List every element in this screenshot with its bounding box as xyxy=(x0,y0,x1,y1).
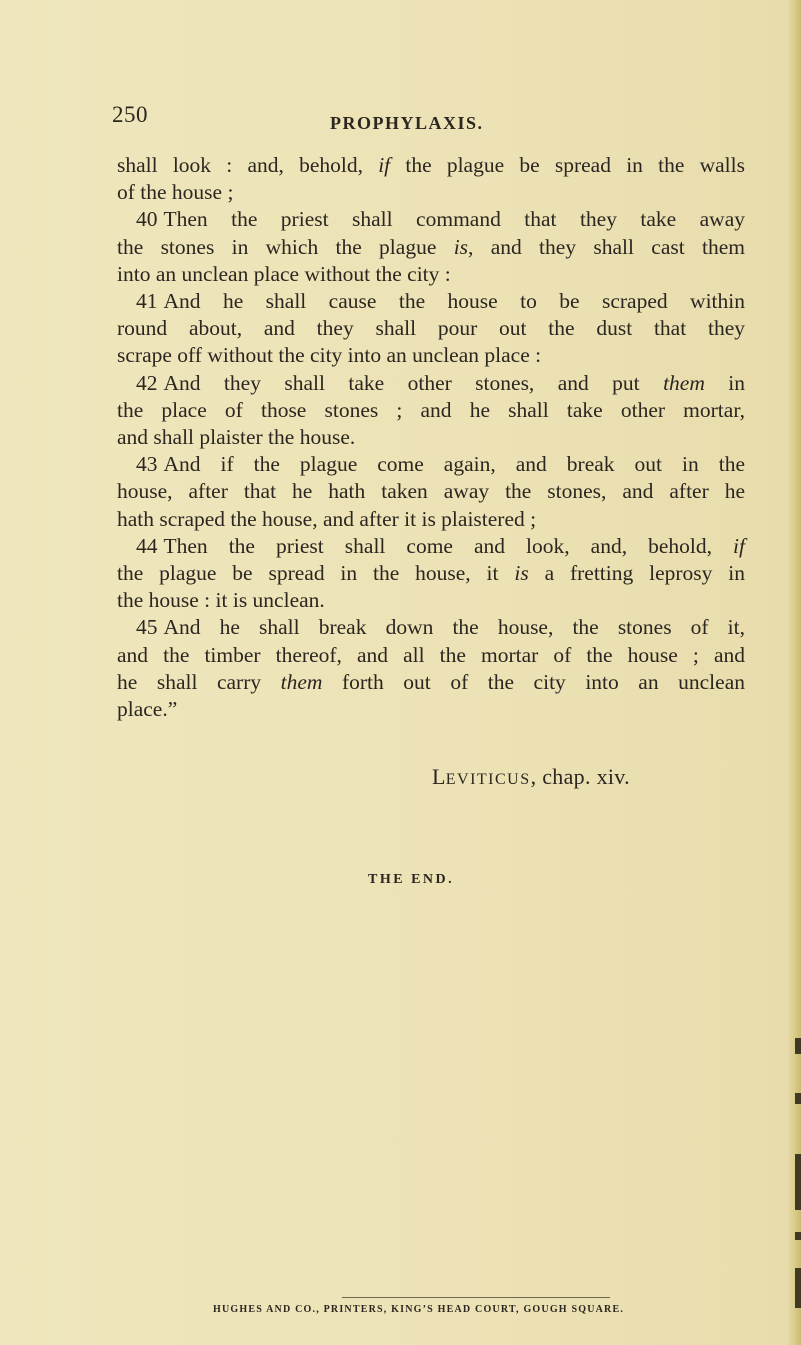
verse-number: 45 xyxy=(136,615,158,640)
verse-number: 43 xyxy=(136,452,158,477)
imprint-rule xyxy=(342,1297,610,1298)
text-line xyxy=(117,587,745,614)
line-text: of the house ; xyxy=(117,180,234,205)
text-line xyxy=(117,370,745,397)
text-line xyxy=(117,451,745,478)
body-text xyxy=(117,152,745,723)
verse-number: 44 xyxy=(136,533,158,558)
line-text: the plague be spread in the house, it xyxy=(117,561,515,586)
line-text: into an unclean place without the city : xyxy=(117,261,451,286)
the-end: THE END. xyxy=(368,872,455,887)
line-text: house, after that he hath taken away the stones, and after he xyxy=(117,479,745,504)
text-line xyxy=(117,614,745,641)
italic-word: is xyxy=(453,234,469,259)
text-line xyxy=(117,506,745,533)
text-line xyxy=(117,261,745,288)
edge-mark xyxy=(795,1038,801,1054)
text-line xyxy=(117,288,745,315)
italic-word: them xyxy=(663,370,705,395)
italic-word: them xyxy=(280,669,323,694)
text-line xyxy=(117,152,745,179)
line-text-continued: , and they shall cast them xyxy=(468,234,745,259)
edge-mark xyxy=(795,1154,801,1210)
line-text-continued: a fretting leprosy in xyxy=(528,561,745,586)
text-line xyxy=(117,206,745,233)
line-text: And he shall cause the house to be scraped within xyxy=(163,289,745,314)
text-line xyxy=(117,315,745,342)
attribution-smallcaps: EVITICUS xyxy=(445,771,531,788)
attribution xyxy=(432,764,630,790)
line-text-continued: forth out of the city into an unclean xyxy=(322,669,745,694)
text-line xyxy=(117,234,745,261)
text-line xyxy=(117,424,745,451)
line-text: and shall plaister the house. xyxy=(117,425,356,450)
printer-imprint: HUGHES AND CO., PRINTERS, KING’S HEAD COURT, GOUGH SQUARE. xyxy=(213,1304,625,1315)
line-text: place.” xyxy=(117,697,178,722)
line-text: Then the priest shall command that they take away xyxy=(163,207,745,232)
text-line xyxy=(117,642,745,669)
line-text: Then the priest shall come and look, and, behold, xyxy=(163,533,734,558)
text-line xyxy=(117,696,745,723)
page-edge-shadow xyxy=(787,0,801,1345)
line-text: the house : it is unclean. xyxy=(117,588,325,613)
text-line xyxy=(117,560,745,587)
line-text: he shall carry xyxy=(117,669,281,694)
line-text: scrape off without the city into an unclean place : xyxy=(117,343,542,368)
attribution-initial: L xyxy=(432,764,446,789)
verse-number: 40 xyxy=(136,207,158,232)
line-text-continued: the plague be spread in the walls xyxy=(390,153,745,177)
line-text: shall look : and, behold, xyxy=(117,153,379,177)
line-text-continued: in xyxy=(704,370,745,395)
edge-mark xyxy=(795,1093,801,1104)
line-text: and the timber thereof, and all the mortar of the house ; and xyxy=(117,642,745,667)
line-text: hath scraped the house, and after it is plaistered ; xyxy=(117,506,537,531)
text-line xyxy=(117,397,745,424)
line-text: And he shall break down the house, the stones of it, xyxy=(163,615,745,640)
text-line xyxy=(117,478,745,505)
italic-word: if xyxy=(378,153,391,177)
line-text: the place of those stones ; and he shall take other mortar, xyxy=(117,397,745,422)
line-text: the stones in which the plague xyxy=(117,234,454,259)
text-line xyxy=(117,669,745,696)
text-line xyxy=(117,342,745,369)
line-text: round about, and they shall pour out the dust that they xyxy=(117,316,745,341)
text-line xyxy=(117,179,745,206)
edge-mark xyxy=(795,1232,801,1240)
page-number: 250 xyxy=(112,102,148,127)
line-text: And they shall take other stones, and put xyxy=(163,370,664,395)
attribution-suffix: , chap. xiv. xyxy=(530,764,630,789)
running-head: PROPHYLAXIS. xyxy=(330,113,484,133)
italic-word: is xyxy=(514,561,529,586)
line-text: And if the plague come again, and break out in the xyxy=(163,452,745,477)
verse-number: 41 xyxy=(136,289,158,314)
verse-number: 42 xyxy=(136,370,158,395)
text-line xyxy=(117,533,745,560)
italic-word: if xyxy=(733,533,745,558)
edge-mark xyxy=(795,1268,801,1308)
